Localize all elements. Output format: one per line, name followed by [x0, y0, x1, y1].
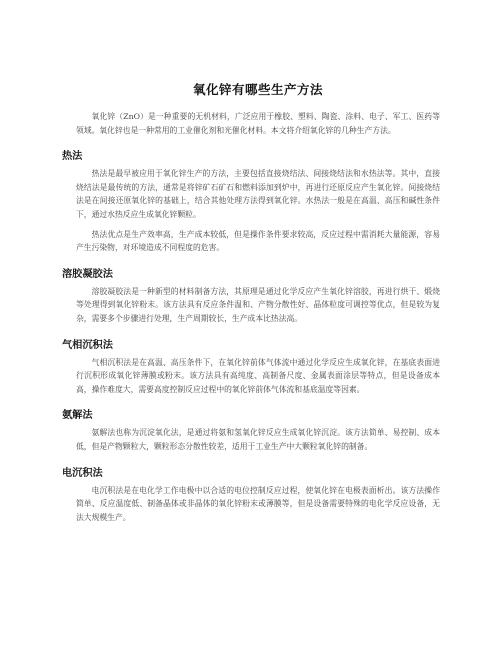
- page-title: 氧化锌有哪些生产方法: [192, 82, 323, 97]
- section-paragraph: 氨解法也称为沉淀氧化法，是通过将氨和氢氧化锌反应生成氧化锌沉淀。该方法简单、易控制、成本低，但是产物颗粒大，颗粒形态分散性较差，适用于工业生产中大颗粒氧化锌的制备。: [76, 428, 440, 451]
- section-ammonolysis: [62, 406, 440, 453]
- section-paragraph: 热法优点是生产效率高，生产成本较低，但是操作条件要求较高，反应过程中需消耗大量能源，容易产生污染物，对环境造成不同程度的危害。: [76, 229, 440, 253]
- intro-paragraph: 氧化锌（ZnO）是一种重要的无机材料，广泛应用于橡胶、塑料、陶瓷、涂料、电子、军工、医药等领域。氧化锌也是一种常用的工业催化剂和光催化材料。本文将介绍氧化锌的几种生产方法。: [76, 112, 440, 135]
- section-heading: 氨解法: [62, 410, 93, 422]
- section-sol-gel: [62, 265, 440, 326]
- section-vapor-deposition: [62, 336, 440, 397]
- section-paragraph: 电沉积法是在电化学工作电极中以合适的电位控制反应过程，使氧化锌在电极表面析出。该方法操作简单、反应温度低、制备晶体或非晶体的氧化锌粉末或薄膜等，但是设备需要特殊的电化学反应设备，无法大规模生产。: [76, 485, 440, 522]
- section-heading: 溶胶凝胶法: [62, 268, 113, 280]
- section-paragraph: 气相沉积法是在高温、高压条件下，在氧化锌前体气体流中通过化学反应生成氧化锌，在基底表面进行沉积形成氧化锌薄膜或粉末。该方法具有高纯度、高制备尺度、金属表面涂层等特点，但是设备成本高，操作难度大，需要高度控制反应过程中的氧化锌前体气体流和基底温度等因素。: [76, 357, 440, 394]
- section-thermal: [62, 147, 440, 255]
- section-paragraph: 热法是最早被应用于氧化锌生产的方法，主要包括直接烧结法、间接烧结法和水热法等。其中，直接烧结法是最传统的方法，通常是将锌矿石矿石和燃料添加到炉中，再进行还原反应产生氧化锌。间接烧结法是在间接还原氧化锌的基础上，结合其他处理方法得到氧化锌。水热法一般是在高温、高压和碱性条件下，通过水热反应生成氧化锌颗粒。: [76, 169, 440, 219]
- section-paragraph: 溶胶凝胶法是一种新型的材料制备方法，其原理是通过化学反应产生氧化锌溶胶，再进行烘干、煅烧等处理得到氧化锌粉末。该方法具有反应条件温和、产物分散性好、晶体粒度可调控等优点，但是较为复杂，需要多个步骤进行处理，生产周期较长，生产成本比热法高。: [76, 286, 440, 323]
- section-heading: 气相沉积法: [62, 339, 113, 351]
- section-heading: 电沉积法: [62, 467, 103, 479]
- section-electrodeposition: [62, 464, 440, 525]
- section-heading: 热法: [62, 151, 83, 163]
